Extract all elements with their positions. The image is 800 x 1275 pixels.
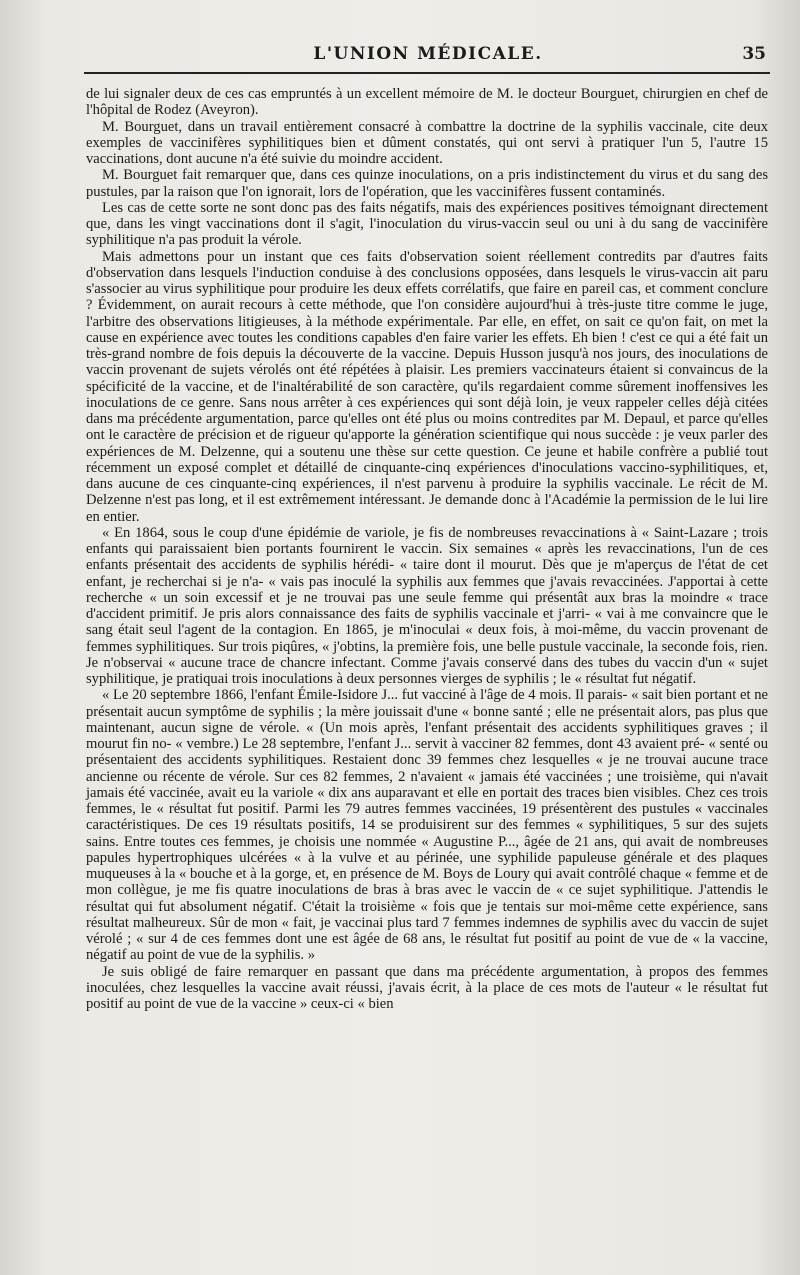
header-rule: [84, 72, 770, 74]
running-title: L'UNION MÉDICALE.: [313, 44, 543, 64]
body-text: [86, 86, 768, 1012]
closing-paragraph: Je suis obligé de faire remarquer en passant que dans ma précédente argumentation, à propos des femmes inoculées, chez lesquelles la vaccine avait réussi, j'avais écrit, à la place de ces mots de l'auteur « le résultat fut positif au point de vue de la vaccine » ceux-ci « bien: [86, 963, 768, 1012]
paragraph: M. Bourguet, dans un travail entièrement consacré à combattre la doctrine de la syphilis vaccinale, cite deux exemples de vaccinifères syphilitiques bien et dûment constatés, qui ont servi à pratiquer l'un 5, l'autre 15 vaccinations, dont aucune n'a été suivie du moindre accident.: [86, 118, 768, 167]
paragraph: de lui signaler deux de ces cas empruntés à un excellent mémoire de M. le docteur Bourguet, chirurgien en chef de l'hôpital de Rodez (Aveyron).: [86, 86, 768, 119]
quote-paragraph: « En 1864, sous le coup d'une épidémie de variole, je fis de nombreuses revaccinations à « Saint-Lazare ; trois enfants qui paraissaient bien portants fournirent le vaccin. Six semaines « après les revaccinations, l'un de ces enfants présentait des accidents de syphilis hérédi- « taire dont il mourut. Dès que je m'aperçus de l'état de cet enfant, je recherchai si je n'a- « vais pas inoculé la syphilis aux femmes que j'avais revaccinées. J'apportai à cette recherche « un soin excessif et je ne trouvai pas une seule femme qui présentât aux bras la moindre « trace d'accident primitif. Je pris alors connaissance des faits de syphilis vaccinale et j'arri- « vai à me convaincre que le sang était seul l'agent de la contagion. En 1865, je m'inoculai « deux fois, à moi-même, du vaccin provenant de femmes syphilitiques. Sur trois piqûres, « j'obtins, la première fois, une belle pustule vaccinale, la seconde fois, rien. Je n'observai « aucune trace de chancre infectant. Comme j'avais conservé dans des tubes du vaccin d'un « sujet syphilitique, je pratiquai trois inoculations à deux personnes vierges de syphilis ; le « résultat fut négatif.: [86, 524, 768, 687]
page-header: [88, 44, 768, 72]
paragraph: Mais admettons pour un instant que ces faits d'observation soient réellement contredits par d'autres faits d'observation dans lesquels l'induction conduise à des conclusions opposées, dans lesquels le virus-vaccin ait paru s'associer au virus syphilitique pour produire les deux effets corrélatifs, que faire en pareil cas, et comment conclure ? Évidemment, on aurait recours à cette méthode, que l'on considère aujourd'hui à très-juste titre comme le juge, l'arbitre des observations litigieuses, à la méthode expérimentale. Par elle, en effet, on sait ce qu'on fait, on met la cause en expérience avec toutes les conditions capables d'en faire varier les effets. Eh bien ! c'est ce qui a été fait un très-grand nombre de fois depuis la découverte de la vaccine. Depuis Husson jusqu'à nos jours, des inoculations de vaccin provenant de sujets vérolés ont été répétées à plaisir. Les premiers vaccinateurs étaient si convaincus de la spécificité de la vaccine, et de l'inaltérabilité de son caractère, qu'ils regardaient comme sûrement inoffensives les inoculations de ce genre. Sans nous arrêter à ces expériences qui sont déjà loin, je veux rappeler celles déjà citées dans ma précédente argumentation, parce qu'elles ont été plus ou moins contredites par M. Depaul, et parce qu'elles ont le caractère de précision et de rigueur qu'apporte la génération scientifique qui nous succède : je veux parler des expériences de M. Delzenne, qui a soutenu une thèse sur cette question. Ce jeune et habile confrère a publié tout récemment un exposé complet et détaillé de cinquante-cinq expériences d'inoculations vaccino-syphilitiques, et, dans aucune de ces cinquante-cinq expériences, il n'est parvenu à produire la syphilis vaccinale. Le récit de M. Delzenne n'est pas long, et il est extrêmement intéressant. Je demande donc à l'Académie la permission de le lui lire en entier.: [86, 248, 768, 525]
paragraph: M. Bourguet fait remarquer que, dans ces quinze inoculations, on a pris indistinctement du virus et du sang des pustules, par la raison que l'on ignorait, lors de l'opération, que les vaccinifères fussent contaminés.: [86, 167, 768, 200]
quote-paragraph: « Le 20 septembre 1866, l'enfant Émile-Isidore J... fut vacciné à l'âge de 4 mois. Il parais- « sait bien portant et ne présentait aucun symptôme de syphilis ; la mère jouissait d'une « bonne santé ; elle ne présentait alors, pas plus que maintenant, aucun signe de vérole. « (Un mois après, l'enfant présentait des accidents syphilitiques graves ; il mourut fin no- « vembre.) Le 28 septembre, l'enfant J... servit à vacciner 82 femmes, dont 43 avaient pré- « senté ou présentaient des accidents syphilitiques. Restaient donc 39 femmes chez lesquelles « je ne trouvai aucune trace ancienne ou récente de vérole. Sur ces 82 femmes, 2 n'avaient « jamais été vaccinées ; une troisième, qui n'avait jamais été vaccinée, avait eu la variole « dix ans auparavant et elle en portait des traces bien visibles. Chez ces trois femmes, le « résultat fut positif. Parmi les 79 autres femmes vaccinées, 19 présentèrent des pustules « vaccinales caractéristiques. De ces 19 résultats positifs, 14 se produisirent sur des femmes « syphilitiques, 5 sur des sujets sains. Entre toutes ces femmes, je choisis une nommée « Augustine P..., âgée de 21 ans, qui avait de nombreuses papules hypertrophiques ulcérées « à la vulve et au périnée, une syphilide papuleuse générale et des plaques muqueuses à la « bouche et à la gorge, et, en présence de M. Boys de Loury qui avait contrôlé chaque « femme et de mon collègue, je me fis quatre inoculations de bras à bras avec le vaccin de « ce sujet syphilitique. J'attendis le résultat qui fut absolument négatif. C'était la troisième « fois que je tentais sur moi-même cette expérience, sans résultat malheureux. Sûr de mon « fait, je vaccinai plus tard 7 femmes indemnes de syphilis avec du vaccin de sujet vérolé ; « sur 4 de ces femmes dont une est âgée de 68 ans, le résultat fut positif au point de vue de « la vaccine, négatif au point de vue de la syphilis. »: [86, 687, 768, 964]
quoted-account: [86, 525, 768, 964]
page-number: 35: [742, 44, 766, 64]
paragraph: Les cas de cette sorte ne sont donc pas des faits négatifs, mais des expériences positives témoignant directement que, dans les vingt vaccinations dont il s'agit, l'inoculation du virus-vaccin seul ou uni à du sang de vaccinifère syphilitique n'a pas produit la vérole.: [86, 199, 768, 249]
